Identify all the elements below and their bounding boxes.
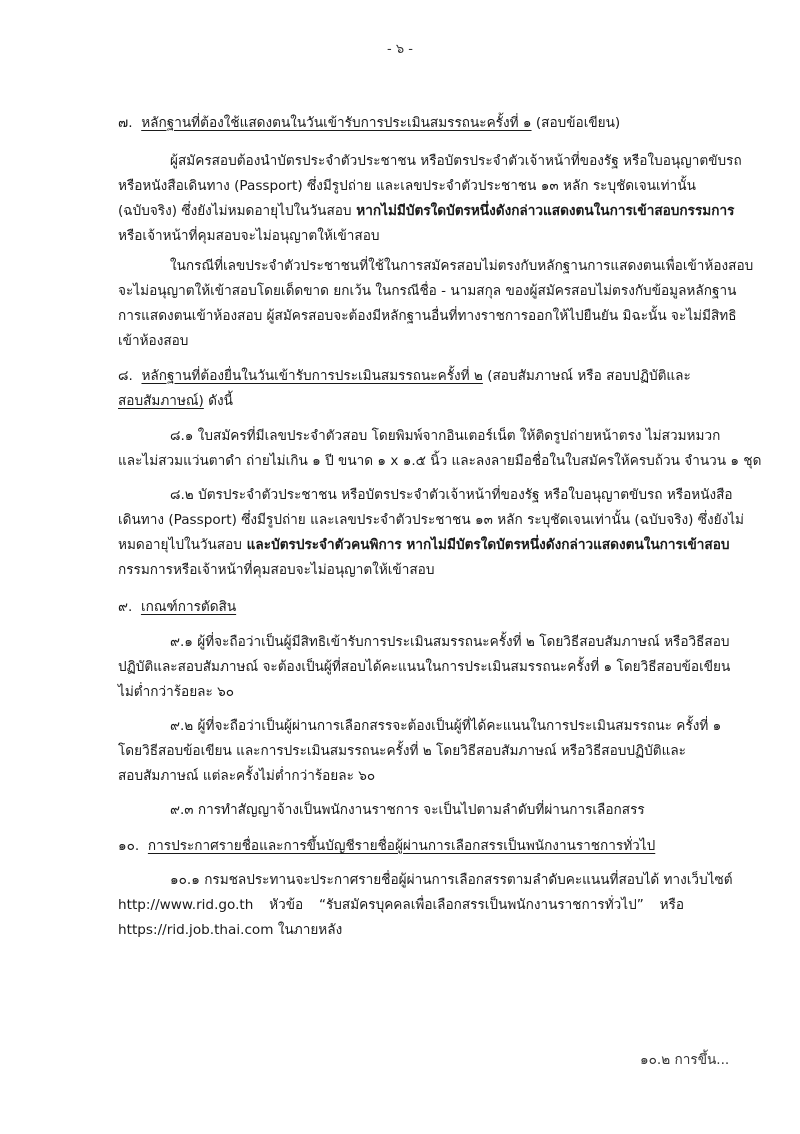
text-span: (ฉบับจริง) ซึ่งยังไม่หมดอายุไปในวันสอบ [118,203,352,219]
s9-1-line3: ไม่ต่ำกว่าร้อยละ ๖๐ [118,684,235,700]
section-title-suffix: (สอบข้อเขียน) [531,115,621,131]
continuation-footer: ๑๐.๒ การขึ้น... [640,1052,730,1068]
s7-p1-line3 [118,201,735,221]
section-number: ๙. [118,599,133,615]
page-number: - ๖ - [387,42,413,57]
s10-1-line2[interactable]: http://www.rid.go.th หัวข้อ “รับสมัครบุคคลเพื่อเลือกสรรเป็นพนักงานราชการทั่วไป” หรือ [118,897,684,913]
section-8-heading-line2 [118,391,233,411]
s7-p1-line1: ผู้สมัครสอบต้องนำบัตรประจำตัวประชาชน หรือบัตรประจำตัวเจ้าหน้าที่ของรัฐ หรือใบอนุญาตขับรถ [170,153,742,169]
section-7-heading [118,113,620,133]
bold-span: และบัตรประจำตัวคนพิการ หากไม่มีบัตรใดบัตรหนึ่งดังกล่าวแสดงตนในการเข้าสอบ [241,537,730,553]
section-title: เกณฑ์การตัดสิน [140,599,237,615]
s7-p2-line1: ในกรณีที่เลขประจำตัวประชาชนที่ใช้ในการสมัครสอบไม่ตรงกับหลักฐานการแสดงตนเพื่อเข้าห้องสอบ [170,258,754,274]
s9-2-line2: โดยวิธีสอบข้อเขียน และการประเมินสมรรถนะครั้งที่ ๒ โดยวิธีสอบสัมภาษณ์ หรือวิธีสอบปฏิบัติและ [118,743,686,759]
section-title-suffix: ดังนี้ [203,393,233,409]
section-8-heading [118,366,691,386]
s7-p1-line2: หรือหนังสือเดินทาง (Passport) ซึ่งมีรูปถ่าย และเลขประจำตัวประชาชน ๑๓ หลัก ระบุชัดเจนเท่านั้น [118,178,696,194]
s8-1-line2: และไม่สวมแว่นตาดำ ถ่ายไม่เกิน ๑ ปี ขนาด ๑ x ๑.๕ นิ้ว และลงลายมือชื่อในใบสมัครให้ครบถ้วน จำนวน ๑ ชุด [118,453,762,469]
s9-3-line1: ๙.๓ การทำสัญญาจ้างเป็นพนักงานราชการ จะเป็นไปตามลำดับที่ผ่านการเลือกสรร [170,802,645,818]
s9-1-line2: ปฏิบัติและสอบสัมภาษณ์ จะต้องเป็นผู้ที่สอบได้คะแนนในการประเมินสมรรถนะครั้งที่ ๑ โดยวิธีสอบข้อเขียน [118,659,731,675]
text-span: หมดอายุไปในวันสอบ [118,537,242,553]
s10-1-line3[interactable]: https://rid.job.thai.com ในภายหลัง [118,922,343,938]
section-title: สอบสัมภาษณ์) [118,393,204,409]
section-title: หลักฐานที่ต้องยื่นในวันเข้ารับการประเมินสมรรถนะครั้งที่ ๒ [141,368,483,384]
s7-p2-line2: จะไม่อนุญาตให้เข้าสอบโดยเด็ดขาด ยกเว้น ในกรณีชื่อ - นามสกุล ของผู้สมัครสอบไม่ตรงกับข้อมูลหลักฐาน [118,283,737,299]
s7-p2-line4: เข้าห้องสอบ [118,333,189,349]
s8-2-line4: กรรมการหรือเจ้าหน้าที่คุมสอบจะไม่อนุญาตให้เข้าสอบ [118,562,435,578]
section-title-suffix: (สอบสัมภาษณ์ หรือ สอบปฏิบัติและ [482,368,691,384]
s7-p2-line3: การแสดงตนเข้าห้องสอบ ผู้สมัครสอบจะต้องมีหลักฐานอื่นที่ทางราชการออกให้ไปยืนยัน มิฉะนั้น จะไม่มีสิทธิ [118,308,737,324]
s9-2-line1: ๙.๒ ผู้ที่จะถือว่าเป็นผู้ผ่านการเลือกสรรจะต้องเป็นผู้ที่ได้คะแนนในการประเมินสมรรถนะ ครั้งที่ ๑ [170,718,722,734]
section-number: ๗. [118,115,133,131]
section-number: ๑๐. [118,838,140,854]
section-10-heading [118,836,655,856]
section-title: หลักฐานที่ต้องใช้แสดงตนในวันเข้ารับการประเมินสมรรถนะครั้งที่ ๑ [141,115,532,131]
section-9-heading [118,597,236,617]
s8-1-line1: ๘.๑ ใบสมัครที่มีเลขประจำตัวสอบ โดยพิมพ์จากอินเตอร์เน็ต ให้ติดรูปถ่ายหน้าตรง ไม่สวมหมวก [170,428,721,444]
bold-span: หากไม่มีบัตรใดบัตรหนึ่งดังกล่าวแสดงตนในการเข้าสอบกรรมการ [351,203,735,219]
s8-2-line1: ๘.๒ บัตรประจำตัวประชาชน หรือบัตรประจำตัวเจ้าหน้าที่ของรัฐ หรือใบอนุญาตขับรถ หรือหนังสือ [170,487,733,503]
s8-2-line3 [118,535,730,555]
s10-1-line1: ๑๐.๑ กรมชลประทานจะประกาศรายชื่อผู้ผ่านการเลือกสรรตามลำดับคะแนนที่สอบได้ ทางเว็บไซต์ [170,872,733,888]
section-number: ๘. [118,368,133,384]
s9-2-line3: สอบสัมภาษณ์ แต่ละครั้งไม่ต่ำกว่าร้อยละ ๖๐ [118,768,376,784]
s9-1-line1: ๙.๑ ผู้ที่จะถือว่าเป็นผู้มีสิทธิเข้ารับการประเมินสมรรถนะครั้งที่ ๒ โดยวิธีสอบสัมภาษณ์ หรือวิธีสอบ [170,634,730,650]
section-title: การประกาศรายชื่อและการขึ้นบัญชีรายชื่อผู้ผ่านการเลือกสรรเป็นพนักงานราชการทั่วไป [147,838,656,854]
s7-p1-line4: หรือเจ้าหน้าที่คุมสอบจะไม่อนุญาตให้เข้าสอบ [118,228,380,244]
s8-2-line2: เดินทาง (Passport) ซึ่งมีรูปถ่าย และเลขประจำตัวประชาชน ๑๓ หลัก ระบุชัดเจนเท่านั้น (ฉบับจริง) ซึ่งยังไม่ [118,512,745,528]
